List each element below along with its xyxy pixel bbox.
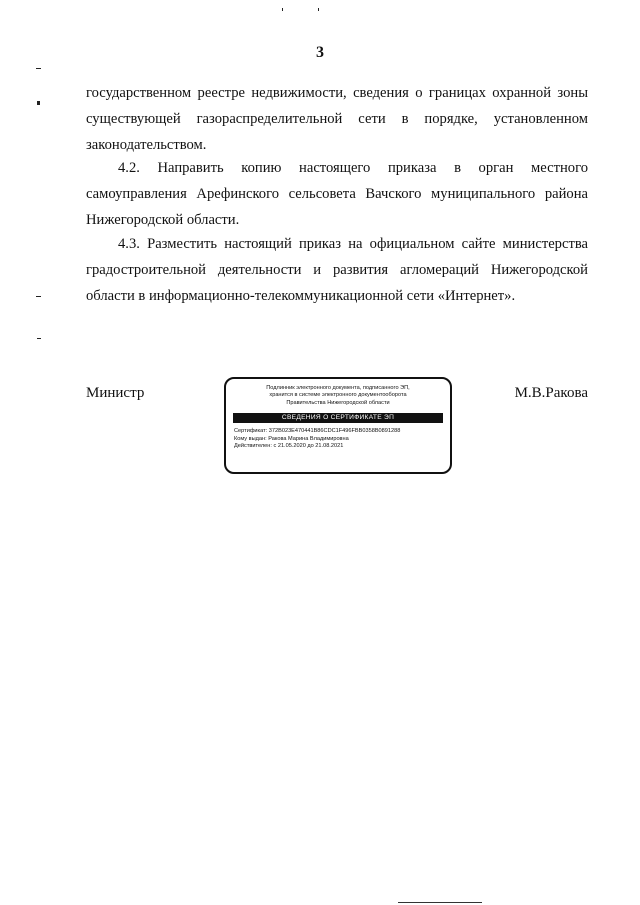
scan-mark <box>282 8 283 11</box>
electronic-signature-stamp <box>224 377 452 474</box>
paragraph-4-3: 4.3. Разместить настоящий приказ на официальном сайте министерства градостроительной деятельности и развития агломераций Нижегородской области в информационно-телекоммуникационной сети «Интернет». <box>86 236 588 304</box>
certificate-validity: Действителен: с 21.05.2020 до 21.08.2021 <box>234 443 344 450</box>
scan-mark <box>36 296 41 297</box>
certificate-owner: Кому выдан: Ракова Марина Владимировна <box>234 435 349 442</box>
stamp-certificate-info <box>234 428 442 450</box>
page-number: 3 <box>316 44 324 61</box>
signatory-position: Министр <box>86 385 145 401</box>
stamp-header-line: Подлинник электронного документа, подписанного ЭП, <box>266 385 410 391</box>
certificate-number: Сертификат: 372B023E470441B86CDC1F496FBB0358B0891288 <box>234 428 401 435</box>
stamp-header-line: хранится в системе электронного документооборота <box>269 392 407 399</box>
scan-mark <box>318 8 319 11</box>
scan-mark <box>36 68 41 69</box>
signatory-name: М.В.Ракова <box>514 385 588 401</box>
paragraph-continuation: государственном реестре недвижимости, сведения о границах охранной зоны существующей газораспределительной сети в порядке, установленном законодательством. <box>86 85 588 153</box>
scan-mark <box>37 101 40 105</box>
stamp-header <box>226 385 450 407</box>
bottom-edge-line <box>398 902 482 903</box>
paragraph-4-2: 4.2. Направить копию настоящего приказа в орган местного самоуправления Арефинского сельсовета Вачского муниципального района Нижегородской области. <box>86 160 588 228</box>
scan-mark <box>37 338 41 339</box>
stamp-title-bar: СВЕДЕНИЯ О СЕРТИФИКАТЕ ЭП <box>233 413 443 423</box>
stamp-header-line: Правительства Нижегородской области <box>286 399 390 406</box>
